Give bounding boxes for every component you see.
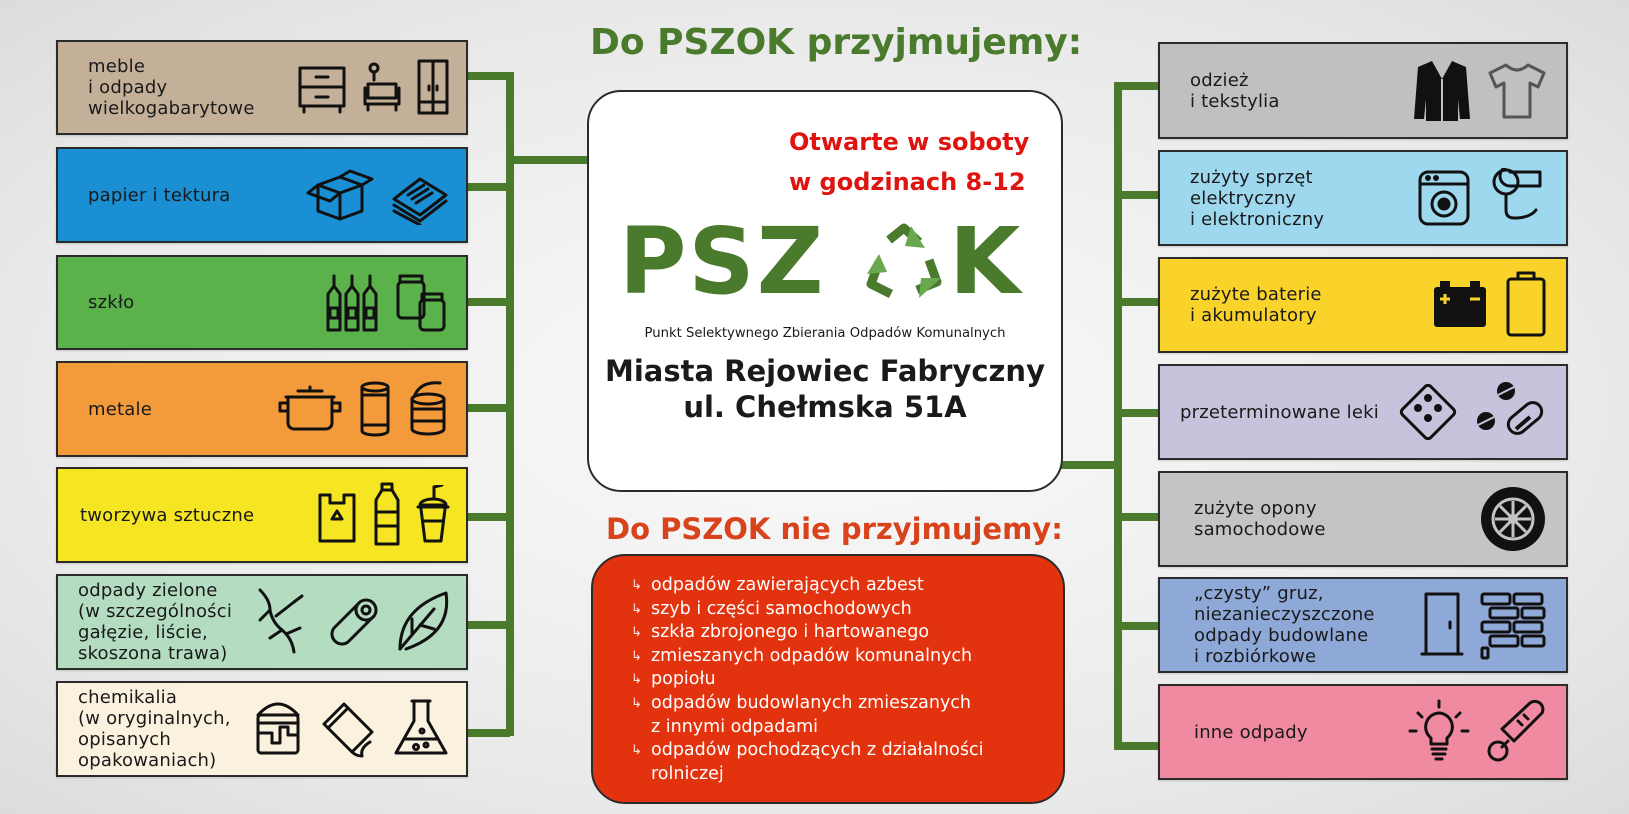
right-category-box (1158, 684, 1568, 780)
opening-hours-line2: w godzinach 8-12 (789, 168, 1026, 196)
thermometer-icon (1484, 699, 1548, 765)
category-icons (276, 363, 450, 455)
pill-blister-icon (1398, 382, 1458, 442)
tin-can-icon (406, 379, 450, 439)
list-item: ↳ popiołu (631, 668, 1043, 692)
logo-text-right: K (949, 208, 1021, 315)
plastic-bottle-icon (372, 482, 402, 548)
category-label: zużyte opony samochodowe (1194, 498, 1326, 540)
left-category-box (56, 681, 468, 777)
flask-icon (392, 697, 450, 761)
logo-subtitle: Punkt Selektywnego Zbierania Odpadów Komunalnych (644, 326, 1006, 341)
jacket-icon (1412, 59, 1472, 123)
pot-icon (276, 383, 344, 435)
category-label: meble i odpady wielkogabarytowe (88, 56, 255, 119)
category-icons (316, 469, 450, 561)
category-label: szkło (88, 292, 135, 313)
category-label: inne odpady (1194, 721, 1308, 743)
left-category-box (56, 467, 468, 563)
address: ul. Chełmska 51A (683, 390, 967, 424)
nightstand-icon (296, 62, 348, 114)
category-label: chemikalia (w oryginalnych, opisanych opakowaniach) (78, 687, 231, 771)
category-label: odzież i tekstylia (1190, 69, 1280, 112)
right-category-box (1158, 471, 1568, 567)
plastic-bag-icon (316, 485, 358, 545)
right-category-box (1158, 257, 1568, 353)
info-panel (587, 90, 1063, 492)
branch-icon (254, 586, 314, 658)
category-icons (1478, 473, 1548, 565)
tire-icon (1478, 484, 1548, 554)
paper-stack-icon (390, 165, 450, 225)
category-label: zużyte baterie i akumulatory (1190, 284, 1322, 326)
pills-icon (1472, 379, 1548, 445)
category-icons (254, 576, 450, 668)
list-item: ↳ szyb i części samochodowych (631, 598, 1043, 622)
not-accepted-title: Do PSZOK nie przyjmujemy: (606, 512, 1063, 546)
log-icon (328, 596, 380, 648)
left-category-box (56, 574, 468, 670)
category-icons (1408, 686, 1548, 778)
paint-bucket-icon (254, 701, 302, 757)
right-category-box (1158, 42, 1568, 139)
logo-text-left: PSZ (619, 208, 826, 315)
wardrobe-icon (416, 58, 450, 118)
left-category-box (56, 361, 468, 457)
tshirt-icon (1486, 61, 1548, 121)
left-category-box (56, 40, 468, 135)
car-battery-icon (1430, 277, 1490, 333)
spilling-can-icon (316, 698, 378, 760)
opening-hours-line1: Otwarte w soboty (789, 128, 1030, 156)
list-item: ↳ odpadów budowlanych zmieszanych z innymi odpadami (631, 692, 1043, 739)
category-label: zużyty sprzęt elektryczny i elektroniczny (1190, 166, 1325, 230)
list-item: ↳ szkła zbrojonego i hartowanego (631, 621, 1043, 645)
city-name: Miasta Rejowiec Fabryczny (605, 354, 1045, 388)
door-icon (1420, 590, 1464, 660)
not-accepted-panel (591, 554, 1065, 804)
category-icons (324, 257, 450, 348)
category-icons (304, 149, 450, 241)
list-item: ↳ zmieszanych odpadów komunalnych (631, 645, 1043, 669)
category-icons (1416, 152, 1548, 244)
right-category-box (1158, 577, 1568, 673)
can-icon (358, 379, 392, 439)
category-label: odpady zielone (w szczególności gałęzie, liście, skoszona trawa) (78, 580, 233, 664)
category-icons (1430, 259, 1548, 351)
category-icons (296, 42, 450, 133)
category-label: papier i tektura (88, 184, 231, 206)
category-icons (254, 683, 450, 775)
armchair-icon (362, 62, 402, 114)
left-category-box (56, 147, 468, 243)
recycle-icon (859, 220, 949, 314)
hair-dryer-icon (1486, 168, 1548, 228)
left-category-box (56, 255, 468, 350)
right-category-box (1158, 364, 1568, 460)
cardboard-box-icon (304, 167, 376, 223)
cup-icon (416, 485, 450, 545)
list-item: ↳ odpadów zawierających azbest (631, 574, 1043, 598)
category-icons (1412, 44, 1548, 137)
category-label: metale (88, 398, 152, 420)
category-label: tworzywa sztuczne (80, 504, 255, 526)
bottles-icon (324, 272, 380, 334)
jars-icon (394, 272, 450, 334)
not-accepted-list (631, 574, 1043, 786)
light-bulb-icon (1408, 699, 1470, 765)
category-icons (1398, 366, 1548, 458)
accepted-title: Do PSZOK przyjmujemy: (590, 22, 1083, 63)
category-icons (1420, 579, 1548, 671)
right-category-box (1158, 150, 1568, 246)
pszok-logo (619, 208, 1039, 315)
list-item: ↳ odpadów pochodzących z działalności rolniczej (631, 739, 1043, 786)
washing-machine-icon (1416, 168, 1472, 228)
battery-icon (1504, 271, 1548, 339)
leaf-icon (394, 589, 450, 655)
category-label: przeterminowane leki (1180, 401, 1379, 423)
category-label: „czysty” gruz, niezanieczyszczone odpady budowlane i rozbiórkowe (1194, 583, 1375, 667)
brick-wall-icon (1478, 590, 1548, 660)
